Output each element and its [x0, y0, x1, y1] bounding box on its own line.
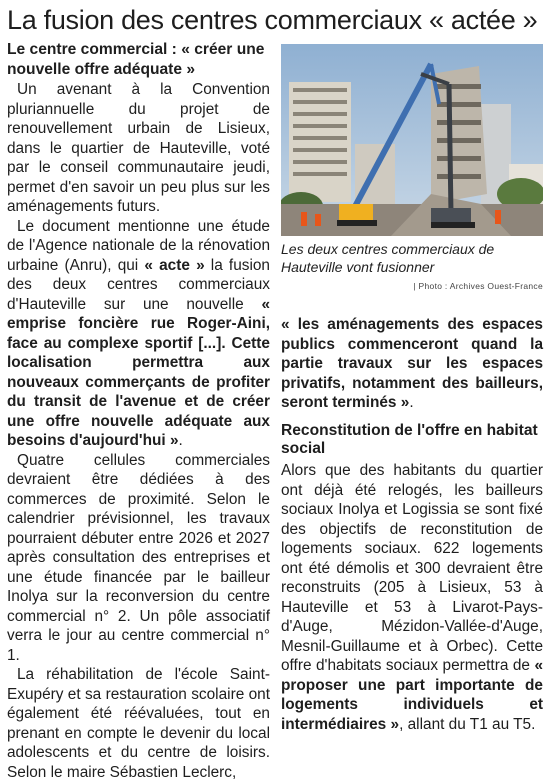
p2-acte: « acte »: [144, 256, 205, 274]
photo-caption: Les deux centres commerciaux de Hauteville vont fusionner: [281, 241, 495, 275]
right-paragraph-1: [281, 315, 543, 413]
photo-credit: | Photo : Archives Ouest-France: [413, 281, 543, 291]
right-column-bottom: [281, 461, 543, 734]
demolition-photo-icon: [281, 44, 543, 236]
p2-text-c: la fusion des deux centres commerciaux d'Hauteville sur une nouvelle: [7, 256, 270, 313]
right-paragraph-2: [281, 461, 543, 734]
right-p2-end: , allant du T1 au T5.: [399, 715, 536, 733]
left-paragraph-3: Quatre cellules commerciales devraient être dédiées à des commerces de proximité. Selon le calendrier prévisionnel, les travaux pourraient débuter entre 2026 et 2027 après consultation des entreprises et une étude financée par le bailleur Inolya sur la reconversion du centre commercial n° 2. Un pôle associatif verra le jour au centre commercial n° 1.: [7, 451, 270, 664]
left-column: [7, 40, 270, 782]
p2-text-e: .: [178, 432, 183, 449]
right-p2-bold: « proposer une part importante de logements individuels et intermédiaires »: [281, 657, 543, 733]
headline: La fusion des centres commerciaux « actée »: [7, 5, 538, 35]
left-paragraph-1: Un avenant à la Convention pluriannuelle du projet de renouvellement urbain de Lisieux, dans le quartier de Hauteville, voté par le conseil communautaire jeudi, permet d'en savoir un peu plus sur les aménagements futurs.: [7, 81, 270, 215]
left-subhead: Le centre commercial : « créer une nouvelle offre adéquate »: [7, 41, 265, 78]
p2-text-a: Le document mentionne une étude de l'Agence nationale de la rénovation urbaine (Anru), qui: [7, 217, 270, 274]
left-paragraph-2: [7, 217, 270, 451]
left-paragraph-4: La réhabilitation de l'école Saint-Exupéry et sa restauration scolaire ont également été réévaluées, tout en prenant en compte le devenir du local adolescents et du centre de loisirs. Selon le maire Sébastien Leclerc,: [7, 666, 270, 781]
right-column-top: [281, 315, 543, 413]
p2-quote: « emprise foncière rue Roger-Aini, face au complexe sportif [...]. Cette localisation permettra aux nouveaux commerçants de profiter du transit de l'avenue et de créer une offre nouvelle adéquate aux besoins d'aujourd'hui »: [7, 295, 270, 449]
right-subhead: Reconstitution de l'offre en habitat social: [281, 422, 538, 457]
right-quote-end: .: [409, 394, 414, 411]
right-p2-text: Alors que des habitants du quartier ont déjà été relogés, les bailleurs sociaux Inolya et Logissia se sont fixé des objectifs de reconstitution de logements sociaux. 622 logements ont été démolis et 300 devraient être reconstruits (205 à Lisieux, 53 à Hauteville et 53 à Livarot-Pays-d'Auge, Mézidon-Vallée-d'Auge, Mesnil-Guillaume et à Orbec). Cette offre d'habitats sociaux permettra de: [281, 462, 543, 674]
right-quote: « les aménagements des espaces publics commenceront quand la partie travaux sur les espaces privatifs, notamment des bailleurs, seront terminés »: [281, 316, 543, 411]
article-photo: [281, 44, 543, 236]
